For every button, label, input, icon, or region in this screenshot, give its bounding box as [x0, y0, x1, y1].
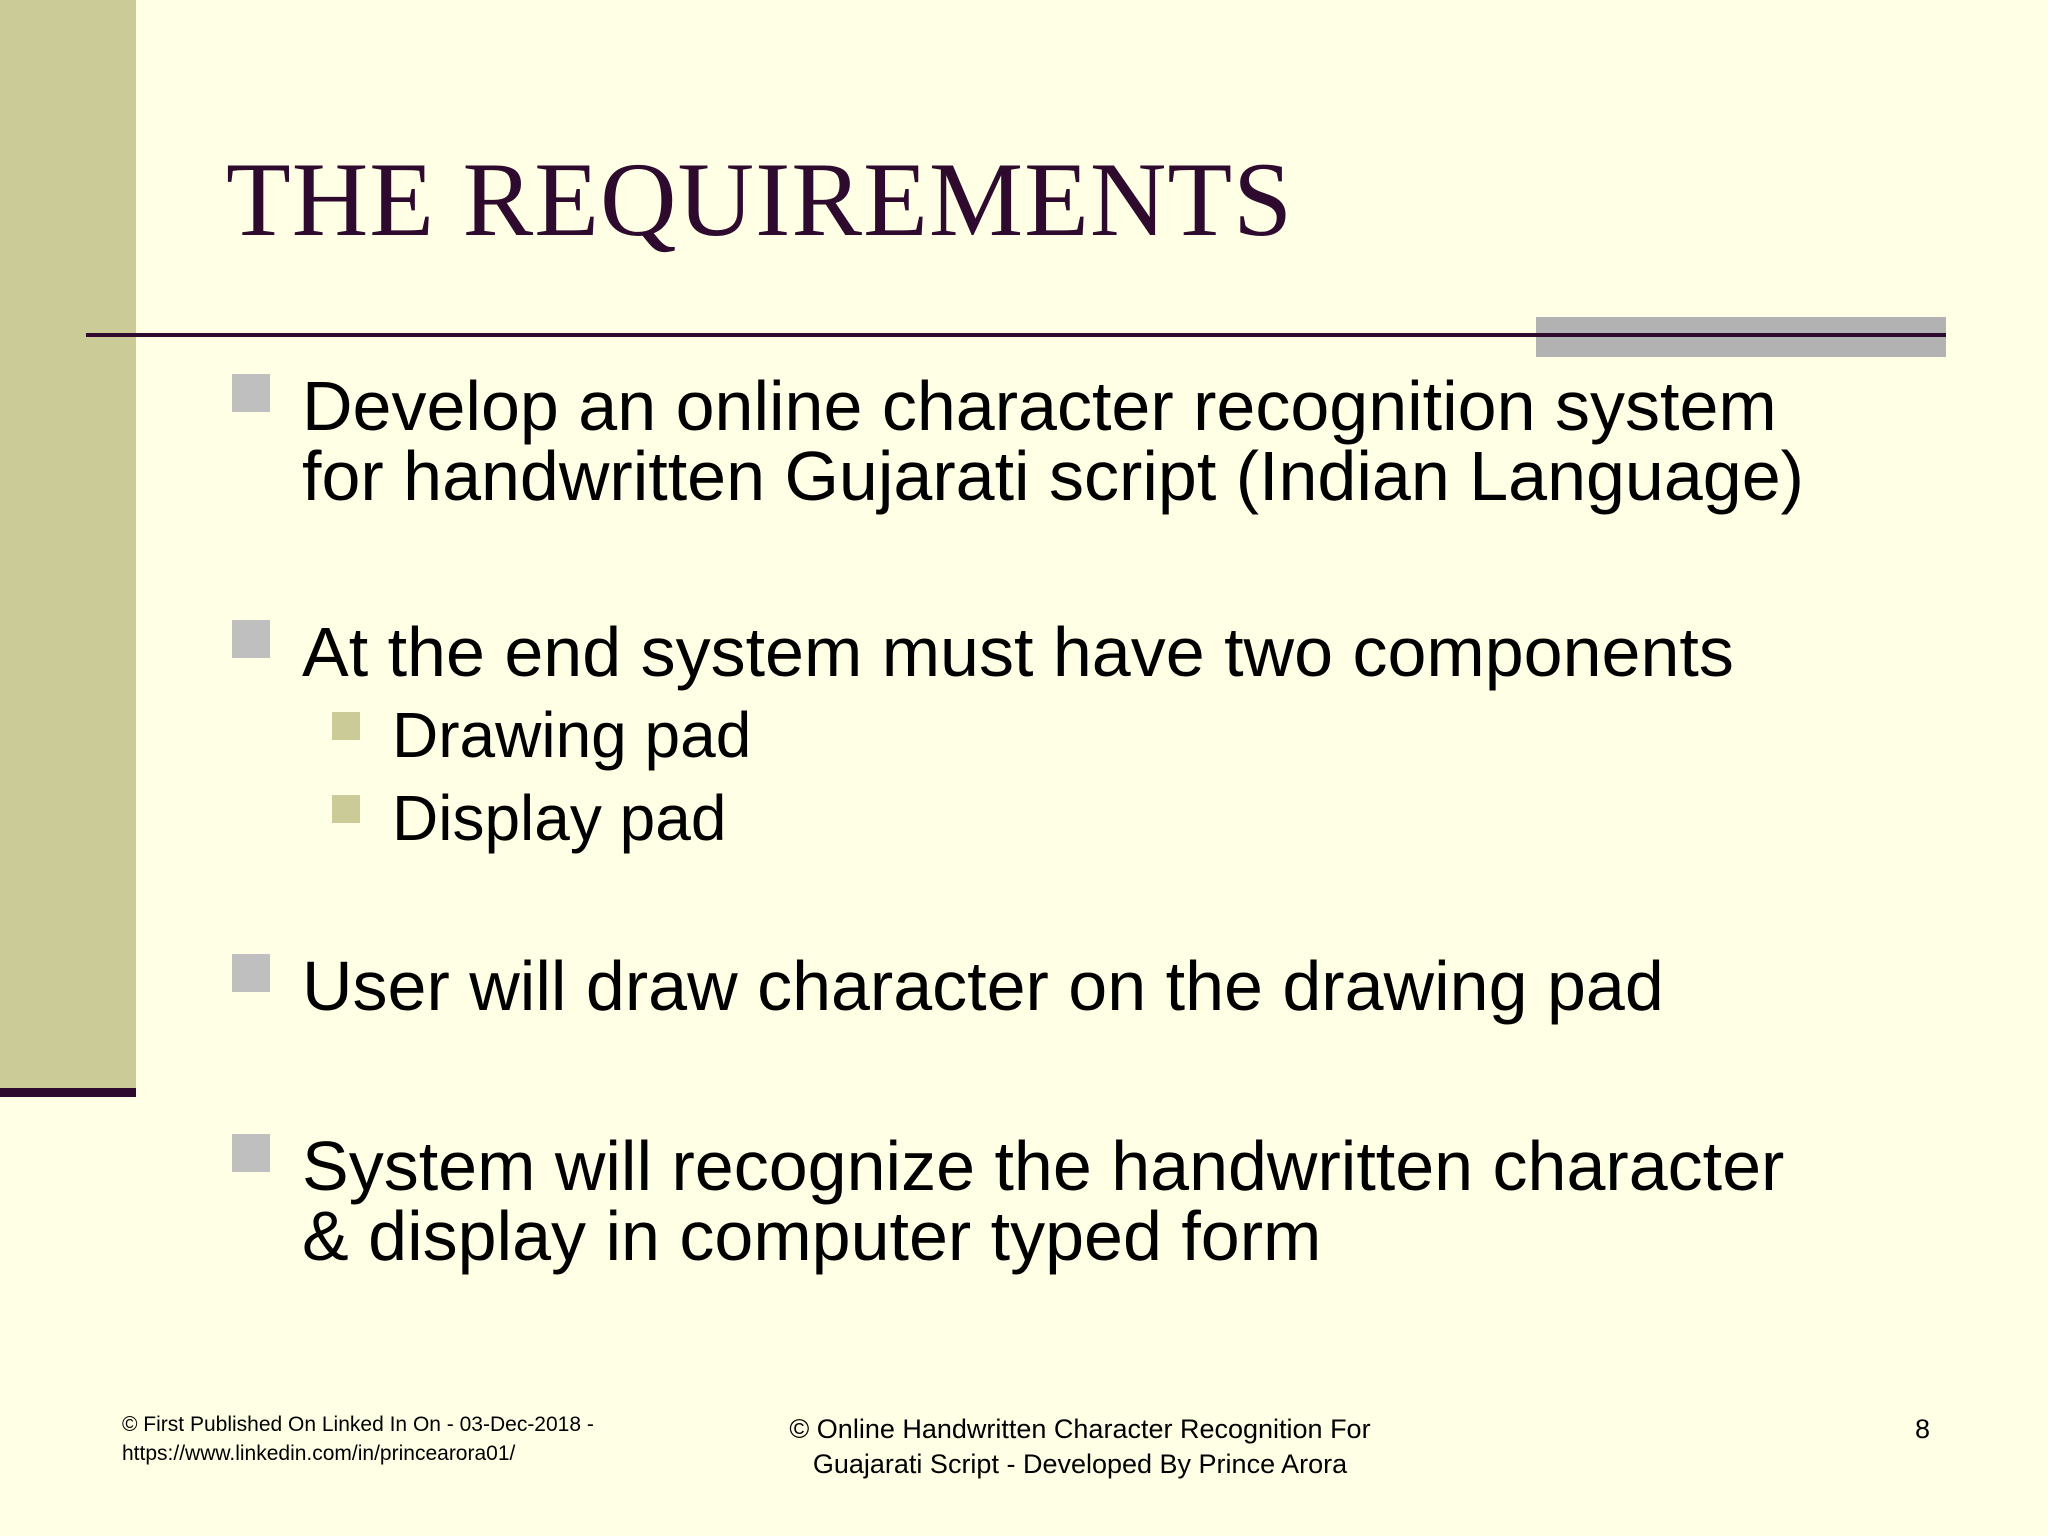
- slide-title: THE REQUIREMENTS: [226, 141, 1294, 258]
- bullet-square-icon: [232, 374, 270, 412]
- sub-bullet-square-icon: [332, 795, 360, 823]
- footer-center-line: © Online Handwritten Character Recognition For: [789, 1414, 1371, 1444]
- footer-left-line: © First Published On Linked In On - 03-Dec-2018 -: [122, 1413, 594, 1436]
- bullet-text: System will recognize the handwritten character: [302, 1127, 1785, 1205]
- bullet-text-continued: for handwritten Gujarati script (Indian Language): [302, 437, 1804, 515]
- footer-left-link[interactable]: https://www.linkedin.com/in/princearora01/: [122, 1442, 516, 1465]
- bullet-text: At the end system must have two components: [302, 613, 1734, 691]
- sub-bullet-text: Display pad: [392, 782, 727, 854]
- footer-center-line: Guajarati Script - Developed By Prince Arora: [812, 1449, 1348, 1479]
- bullet-square-icon: [232, 620, 270, 658]
- bullet-text: User will draw character on the drawing pad: [302, 947, 1664, 1025]
- bullet-text: Develop an online character recognition system: [302, 367, 1777, 445]
- bullet-square-icon: [232, 954, 270, 992]
- sub-bullet-square-icon: [332, 712, 360, 740]
- page-number: 8: [1914, 1414, 1930, 1444]
- footer-copyright: [730, 1412, 1430, 1482]
- sub-bullet-text: Drawing pad: [392, 699, 752, 771]
- footer-publication-note: [122, 1410, 682, 1468]
- bullet-square-icon: [232, 1134, 270, 1172]
- bullet-text-continued: & display in computer typed form: [302, 1197, 1322, 1275]
